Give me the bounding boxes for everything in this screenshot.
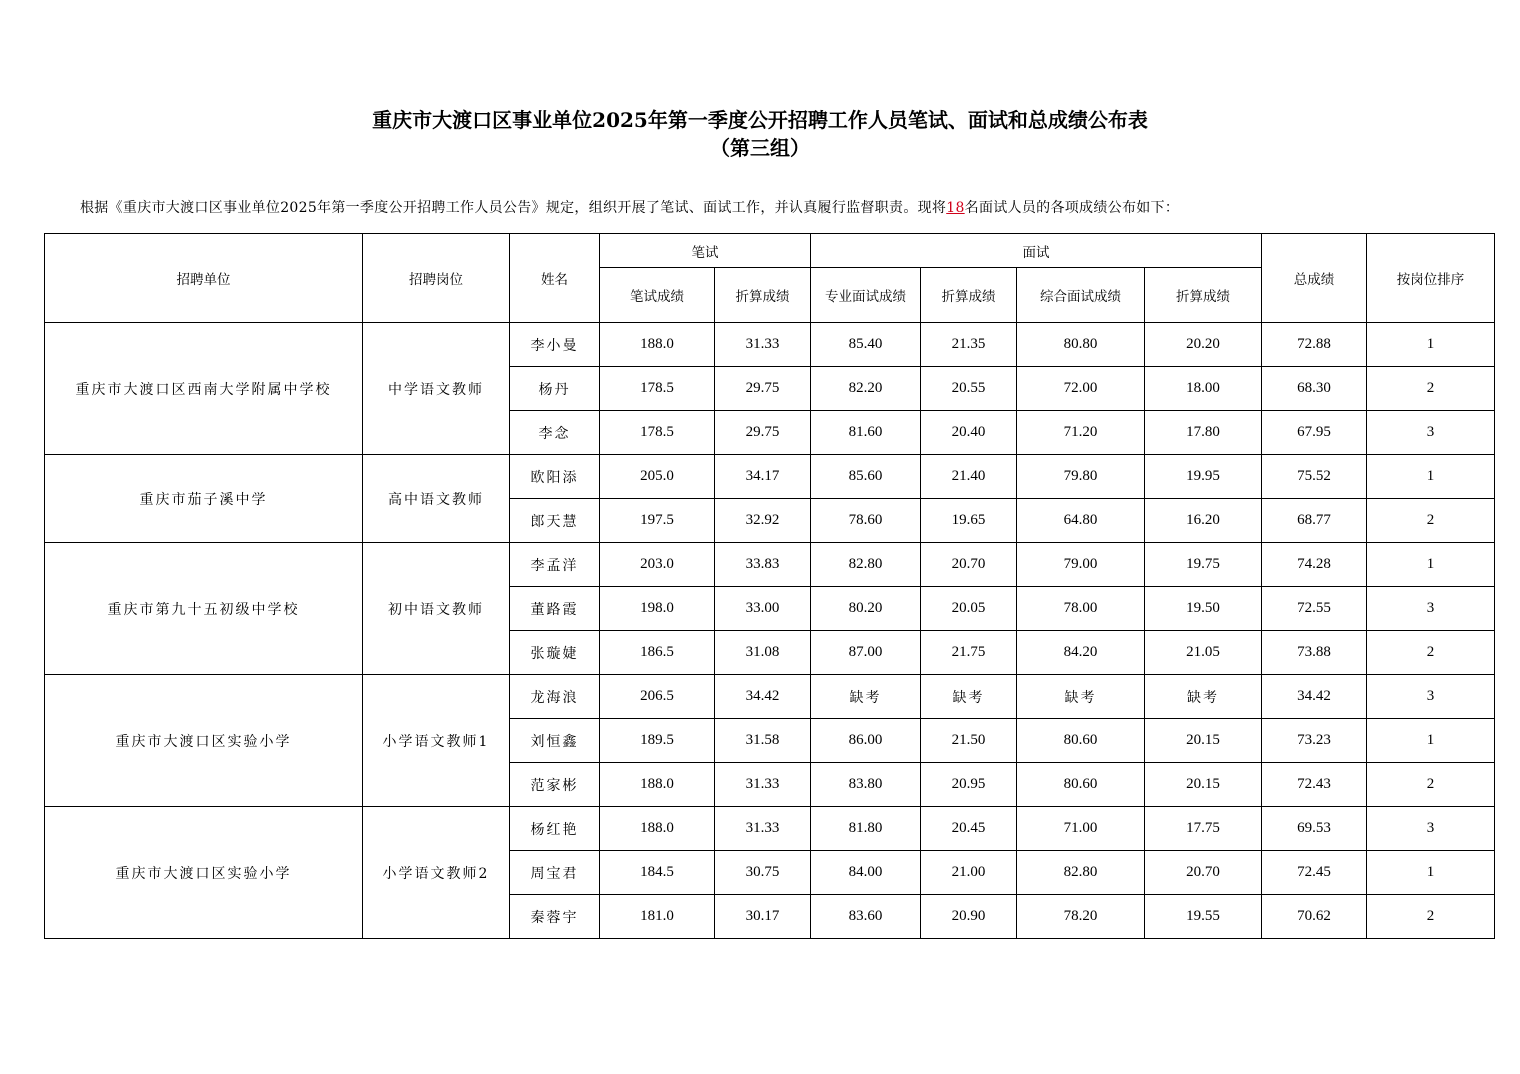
comp-conv-cell: 缺考 <box>1145 675 1262 719</box>
total-cell: 67.95 <box>1262 411 1367 455</box>
pro-conv-cell: 21.00 <box>921 851 1017 895</box>
pro-conv-cell: 21.75 <box>921 631 1017 675</box>
pro-interview-cell: 80.20 <box>811 587 921 631</box>
comp-conv-cell: 20.15 <box>1145 763 1262 807</box>
post-cell: 高中语文教师 <box>363 455 510 543</box>
written-score-cell: 197.5 <box>600 499 715 543</box>
comp-conv-cell: 18.00 <box>1145 367 1262 411</box>
written-score-cell: 198.0 <box>600 587 715 631</box>
written-score-cell: 203.0 <box>600 543 715 587</box>
pro-conv-cell: 20.70 <box>921 543 1017 587</box>
name-cell: 杨丹 <box>510 367 600 411</box>
rank-cell: 1 <box>1367 851 1495 895</box>
comp-conv-cell: 19.50 <box>1145 587 1262 631</box>
rank-cell: 1 <box>1367 543 1495 587</box>
pro-interview-cell: 82.80 <box>811 543 921 587</box>
table-row <box>45 543 1495 587</box>
name-cell: 李念 <box>510 411 600 455</box>
total-cell: 73.23 <box>1262 719 1367 763</box>
name-cell: 杨红艳 <box>510 807 600 851</box>
comp-interview-cell: 82.80 <box>1017 851 1145 895</box>
comp-conv-cell: 19.95 <box>1145 455 1262 499</box>
comp-conv-cell: 20.15 <box>1145 719 1262 763</box>
comp-conv-cell: 17.80 <box>1145 411 1262 455</box>
pro-conv-cell: 20.55 <box>921 367 1017 411</box>
header-unit: 招聘单位 <box>45 234 363 323</box>
pro-conv-cell: 20.05 <box>921 587 1017 631</box>
total-cell: 72.55 <box>1262 587 1367 631</box>
header-written-score: 笔试成绩 <box>600 268 715 323</box>
total-cell: 68.77 <box>1262 499 1367 543</box>
comp-interview-cell: 71.20 <box>1017 411 1145 455</box>
pro-conv-cell: 缺考 <box>921 675 1017 719</box>
comp-interview-cell: 缺考 <box>1017 675 1145 719</box>
unit-cell: 重庆市茄子溪中学 <box>45 455 363 543</box>
pro-interview-cell: 86.00 <box>811 719 921 763</box>
pro-conv-cell: 19.65 <box>921 499 1017 543</box>
header-written-conv: 折算成绩 <box>715 268 811 323</box>
rank-cell: 1 <box>1367 323 1495 367</box>
rank-cell: 2 <box>1367 763 1495 807</box>
pro-conv-cell: 20.45 <box>921 807 1017 851</box>
unit-cell: 重庆市大渡口区西南大学附属中学校 <box>45 323 363 455</box>
intro-count: 18 <box>946 200 965 216</box>
written-conv-cell: 29.75 <box>715 411 811 455</box>
written-conv-cell: 34.42 <box>715 675 811 719</box>
rank-cell: 2 <box>1367 631 1495 675</box>
comp-interview-cell: 80.60 <box>1017 763 1145 807</box>
comp-interview-cell: 64.80 <box>1017 499 1145 543</box>
written-conv-cell: 31.08 <box>715 631 811 675</box>
name-cell: 范家彬 <box>510 763 600 807</box>
comp-conv-cell: 19.55 <box>1145 895 1262 939</box>
rank-cell: 3 <box>1367 807 1495 851</box>
post-cell: 初中语文教师 <box>363 543 510 675</box>
pro-conv-cell: 21.40 <box>921 455 1017 499</box>
table-row <box>45 455 1495 499</box>
page-subtitle: （第三组） <box>710 136 810 160</box>
comp-interview-cell: 84.20 <box>1017 631 1145 675</box>
total-cell: 34.42 <box>1262 675 1367 719</box>
written-conv-cell: 33.83 <box>715 543 811 587</box>
header-written-group: 笔试 <box>600 234 811 268</box>
comp-conv-cell: 19.75 <box>1145 543 1262 587</box>
unit-cell: 重庆市大渡口区实验小学 <box>45 807 363 939</box>
pro-interview-cell: 缺考 <box>811 675 921 719</box>
written-conv-cell: 34.17 <box>715 455 811 499</box>
header-rank: 按岗位排序 <box>1367 234 1495 323</box>
comp-interview-cell: 80.60 <box>1017 719 1145 763</box>
comp-interview-cell: 79.80 <box>1017 455 1145 499</box>
intro-text-after: 名面试人员的各项成绩公布如下： <box>964 200 1180 216</box>
comp-interview-cell: 78.00 <box>1017 587 1145 631</box>
header-post: 招聘岗位 <box>363 234 510 323</box>
scores-table <box>44 233 1495 939</box>
comp-conv-cell: 20.20 <box>1145 323 1262 367</box>
name-cell: 李小曼 <box>510 323 600 367</box>
header-pro-interview: 专业面试成绩 <box>811 268 921 323</box>
written-conv-cell: 31.33 <box>715 763 811 807</box>
total-cell: 70.62 <box>1262 895 1367 939</box>
rank-cell: 2 <box>1367 367 1495 411</box>
page-title: 重庆市大渡口区事业单位2025年第一季度公开招聘工作人员笔试、面试和总成绩公布表 <box>372 108 1148 132</box>
table-body <box>45 323 1495 939</box>
header-comp-interview: 综合面试成绩 <box>1017 268 1145 323</box>
pro-conv-cell: 21.35 <box>921 323 1017 367</box>
total-cell: 73.88 <box>1262 631 1367 675</box>
written-score-cell: 206.5 <box>600 675 715 719</box>
written-score-cell: 178.5 <box>600 367 715 411</box>
written-score-cell: 181.0 <box>600 895 715 939</box>
written-score-cell: 188.0 <box>600 763 715 807</box>
written-conv-cell: 30.75 <box>715 851 811 895</box>
name-cell: 龙海浪 <box>510 675 600 719</box>
written-conv-cell: 31.33 <box>715 323 811 367</box>
total-cell: 75.52 <box>1262 455 1367 499</box>
total-cell: 68.30 <box>1262 367 1367 411</box>
written-score-cell: 188.0 <box>600 323 715 367</box>
intro-text-before: 根据《重庆市大渡口区事业单位2025年第一季度公开招聘工作人员公告》规定，组织开展了笔试、面试工作，并认真履行监督职责。现将 <box>80 200 947 216</box>
name-cell: 董路霞 <box>510 587 600 631</box>
pro-interview-cell: 87.00 <box>811 631 921 675</box>
comp-interview-cell: 71.00 <box>1017 807 1145 851</box>
name-cell: 秦蓉宇 <box>510 895 600 939</box>
written-conv-cell: 32.92 <box>715 499 811 543</box>
written-score-cell: 184.5 <box>600 851 715 895</box>
name-cell: 张璇婕 <box>510 631 600 675</box>
rank-cell: 1 <box>1367 719 1495 763</box>
post-cell: 小学语文教师2 <box>363 807 510 939</box>
written-conv-cell: 31.58 <box>715 719 811 763</box>
comp-conv-cell: 17.75 <box>1145 807 1262 851</box>
comp-conv-cell: 20.70 <box>1145 851 1262 895</box>
unit-cell: 重庆市第九十五初级中学校 <box>45 543 363 675</box>
total-cell: 72.45 <box>1262 851 1367 895</box>
rank-cell: 2 <box>1367 499 1495 543</box>
table-row <box>45 807 1495 851</box>
pro-interview-cell: 81.80 <box>811 807 921 851</box>
total-cell: 69.53 <box>1262 807 1367 851</box>
pro-conv-cell: 21.50 <box>921 719 1017 763</box>
table-row <box>45 323 1495 367</box>
name-cell: 刘恒鑫 <box>510 719 600 763</box>
total-cell: 74.28 <box>1262 543 1367 587</box>
comp-interview-cell: 72.00 <box>1017 367 1145 411</box>
post-cell: 小学语文教师1 <box>363 675 510 807</box>
written-score-cell: 205.0 <box>600 455 715 499</box>
written-conv-cell: 33.00 <box>715 587 811 631</box>
pro-interview-cell: 85.60 <box>811 455 921 499</box>
pro-interview-cell: 84.00 <box>811 851 921 895</box>
written-conv-cell: 29.75 <box>715 367 811 411</box>
rank-cell: 2 <box>1367 895 1495 939</box>
comp-interview-cell: 79.00 <box>1017 543 1145 587</box>
header-name: 姓名 <box>510 234 600 323</box>
rank-cell: 3 <box>1367 675 1495 719</box>
name-cell: 李孟洋 <box>510 543 600 587</box>
rank-cell: 1 <box>1367 455 1495 499</box>
header-total: 总成绩 <box>1262 234 1367 323</box>
name-cell: 周宝君 <box>510 851 600 895</box>
written-score-cell: 188.0 <box>600 807 715 851</box>
pro-interview-cell: 83.80 <box>811 763 921 807</box>
written-score-cell: 186.5 <box>600 631 715 675</box>
table-header <box>45 234 1495 323</box>
table-row <box>45 675 1495 719</box>
comp-conv-cell: 16.20 <box>1145 499 1262 543</box>
name-cell: 郎天慧 <box>510 499 600 543</box>
intro-paragraph <box>80 198 1500 218</box>
comp-interview-cell: 80.80 <box>1017 323 1145 367</box>
pro-conv-cell: 20.95 <box>921 763 1017 807</box>
name-cell: 欧阳添 <box>510 455 600 499</box>
total-cell: 72.88 <box>1262 323 1367 367</box>
pro-interview-cell: 82.20 <box>811 367 921 411</box>
written-score-cell: 189.5 <box>600 719 715 763</box>
written-conv-cell: 30.17 <box>715 895 811 939</box>
rank-cell: 3 <box>1367 587 1495 631</box>
pro-interview-cell: 85.40 <box>811 323 921 367</box>
header-comp-conv: 折算成绩 <box>1145 268 1262 323</box>
pro-interview-cell: 81.60 <box>811 411 921 455</box>
pro-conv-cell: 20.40 <box>921 411 1017 455</box>
header-pro-conv: 折算成绩 <box>921 268 1017 323</box>
pro-interview-cell: 78.60 <box>811 499 921 543</box>
rank-cell: 3 <box>1367 411 1495 455</box>
comp-interview-cell: 78.20 <box>1017 895 1145 939</box>
written-conv-cell: 31.33 <box>715 807 811 851</box>
total-cell: 72.43 <box>1262 763 1367 807</box>
written-score-cell: 178.5 <box>600 411 715 455</box>
header-interview-group: 面试 <box>811 234 1262 268</box>
unit-cell: 重庆市大渡口区实验小学 <box>45 675 363 807</box>
pro-conv-cell: 20.90 <box>921 895 1017 939</box>
pro-interview-cell: 83.60 <box>811 895 921 939</box>
comp-conv-cell: 21.05 <box>1145 631 1262 675</box>
post-cell: 中学语文教师 <box>363 323 510 455</box>
